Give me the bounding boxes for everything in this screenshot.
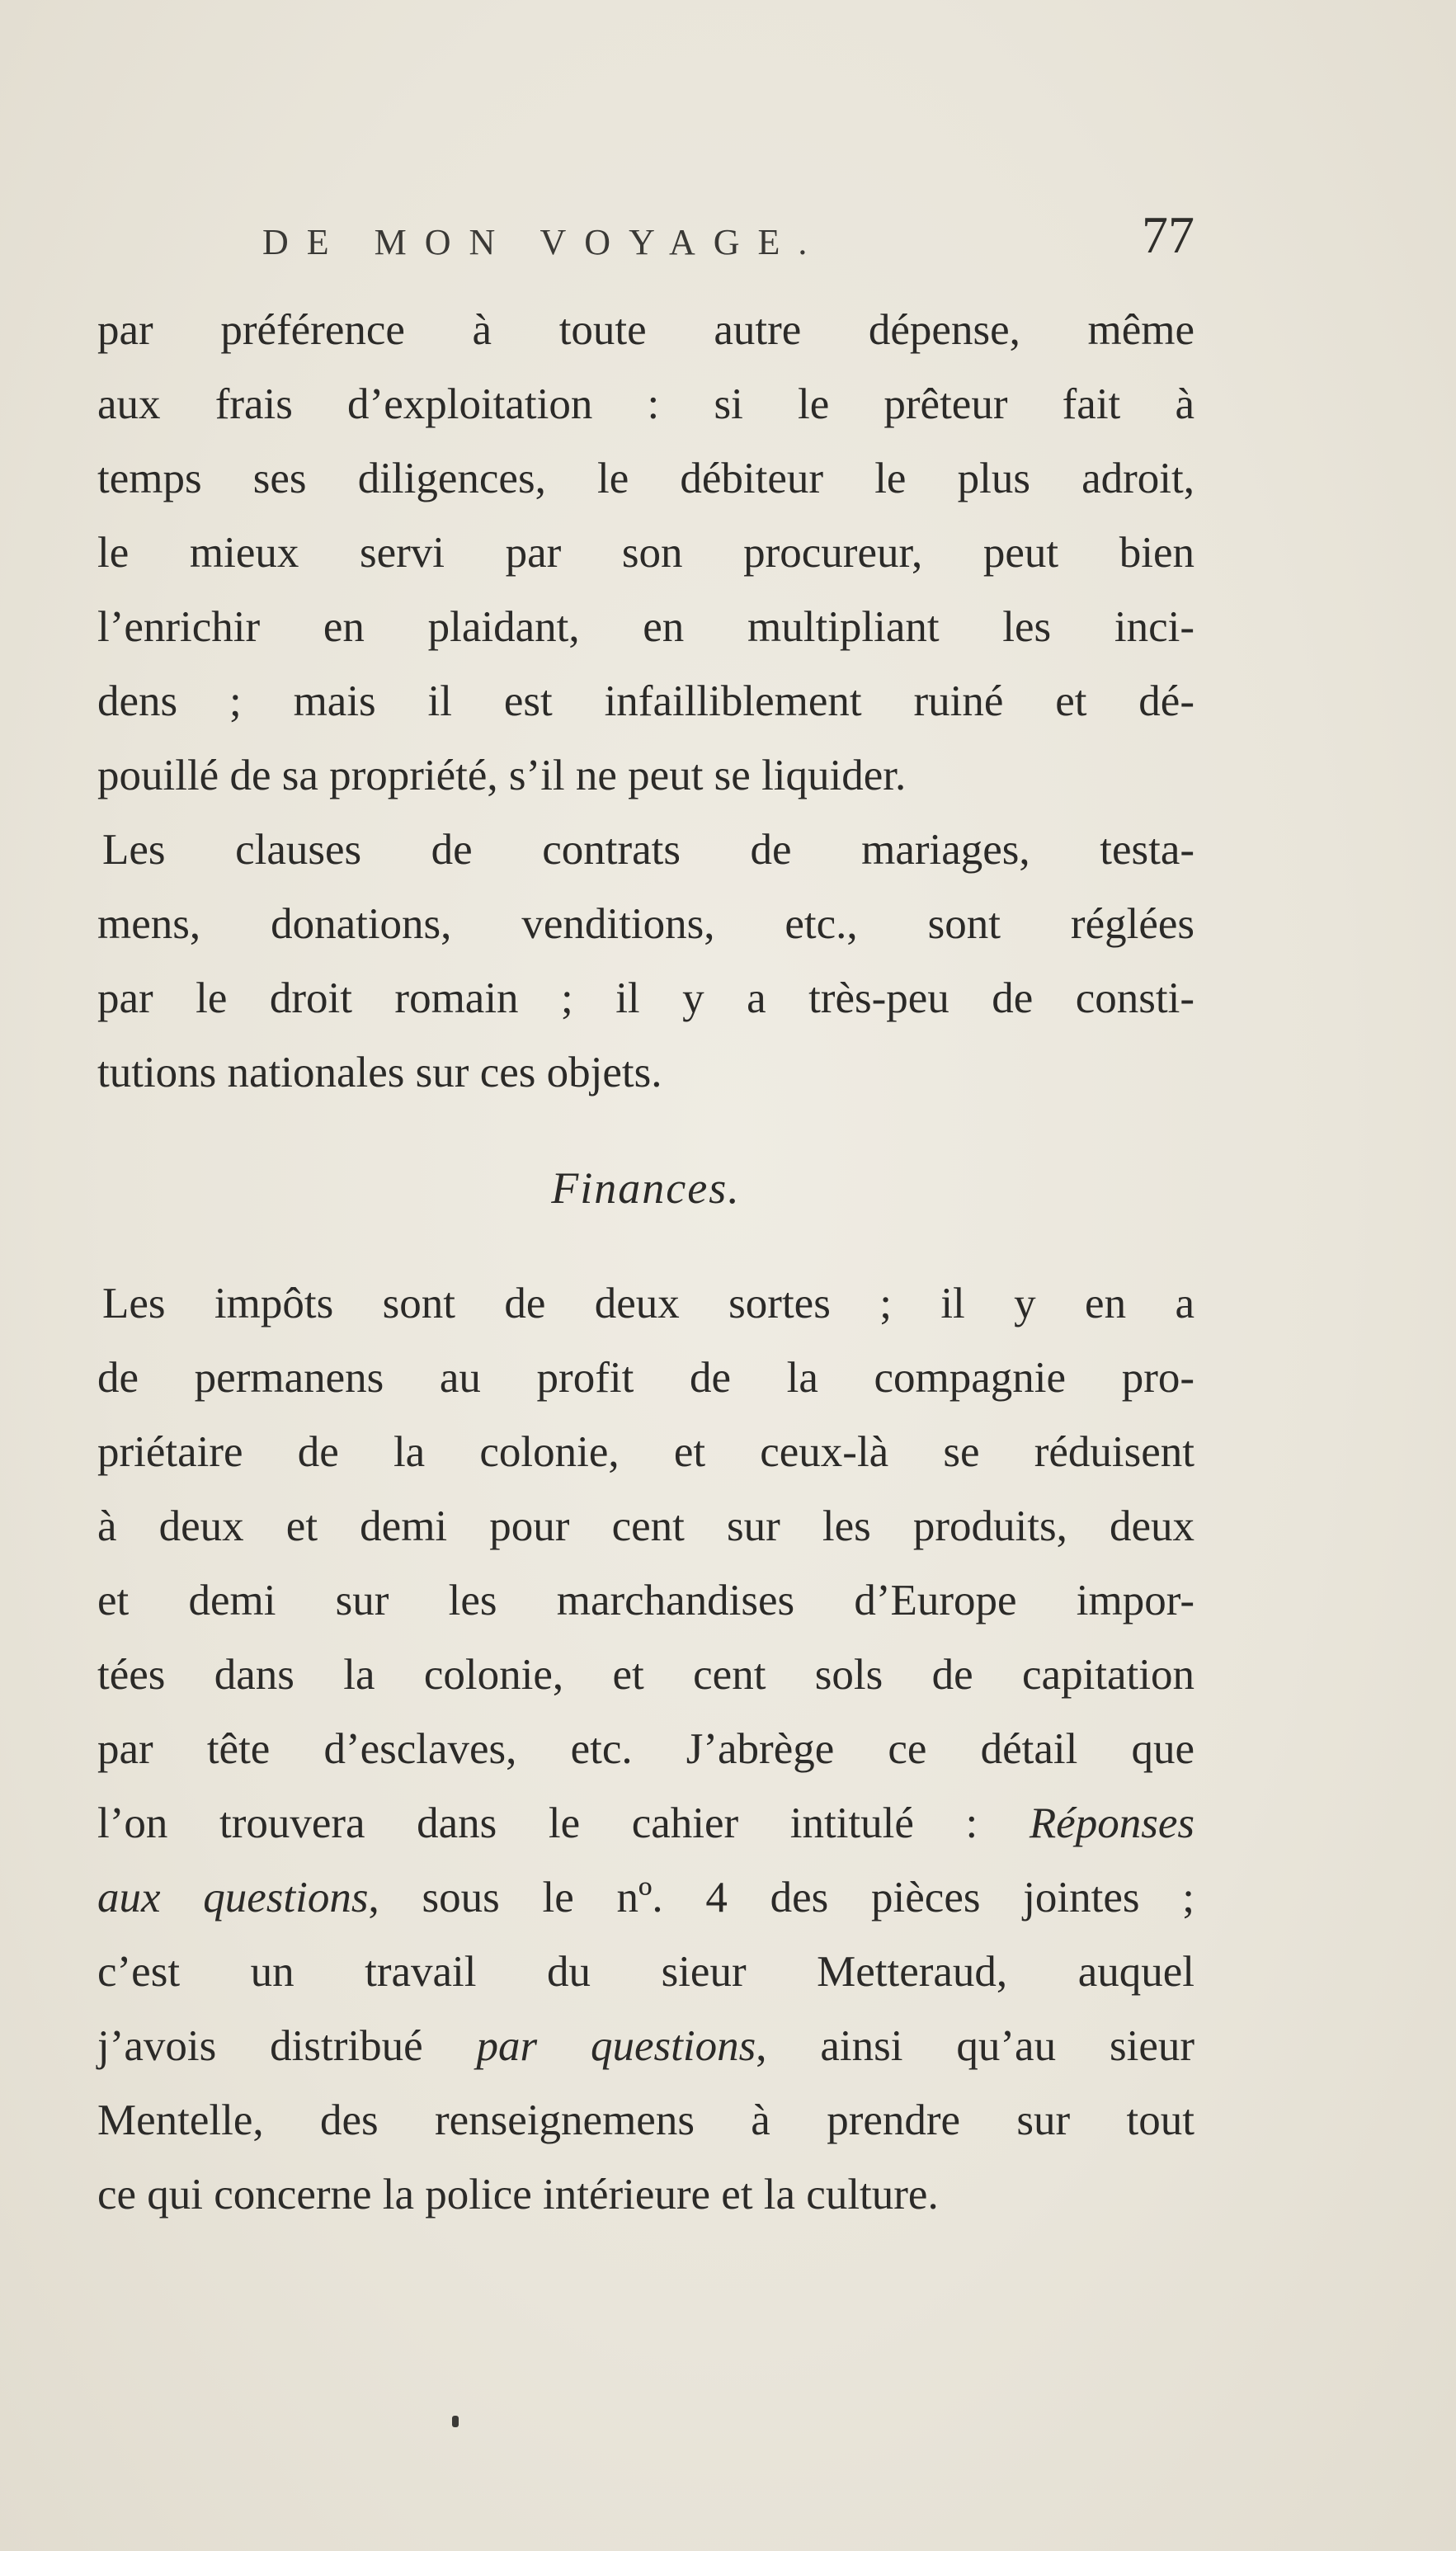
text-line: l’enrichir en plaidant, en multipliant les inci- [97, 603, 1194, 651]
text-run: l’on trouvera dans le cahier intitulé : [97, 1799, 1030, 1847]
running-title: DE MON VOYAGE. [262, 222, 826, 262]
paragraph-clauses [97, 813, 1194, 1110]
italic-phrase: par questions [476, 2022, 756, 2070]
text-run: j’avois distribué [97, 2022, 477, 2070]
text-line: à deux et demi pour cent sur les produits, deux [97, 1502, 1194, 1550]
text-line: temps ses diligences, le débiteur le plus adroit, [97, 455, 1194, 502]
text-line [97, 1786, 1194, 1860]
text-line: aux frais d’exploitation : si le prêteur fait à [97, 380, 1194, 428]
text-line: Mentelle, des renseignemens à prendre sur tout [97, 2096, 1194, 2144]
page-number: 77 [1142, 205, 1194, 264]
text-line: Les clauses de contrats de mariages, testa- [102, 826, 1194, 874]
text-line: tées dans la colonie, et cent sols de capitation [97, 1651, 1194, 1699]
text-line [97, 2009, 1194, 2083]
paragraph-contract-law [97, 293, 1194, 813]
ink-speck [452, 2416, 459, 2427]
text-line: par le droit romain ; il y a très-peu de consti- [97, 974, 1194, 1022]
text-line: Les impôts sont de deux sortes ; il y en a [102, 1280, 1194, 1327]
text-run: , sous le nº. 4 des pièces jointes ; [368, 1874, 1194, 1922]
text-line: mens, donations, venditions, etc., sont réglées [97, 900, 1194, 948]
text-run: , ainsi qu’au sieur [756, 2022, 1194, 2070]
text-line: tutions nationales sur ces objets. [97, 1049, 662, 1096]
text-line: priétaire de la colonie, et ceux-là se réduisent [97, 1428, 1194, 1476]
text-line: pouillé de sa propriété, s’il ne peut se liquider. [97, 752, 907, 799]
section-heading: Finances. [551, 1163, 741, 1213]
text-line: c’est un travail du sieur Metteraud, auquel [97, 1948, 1194, 1996]
text-line: et demi sur les marchandises d’Europe impor- [97, 1577, 1194, 1624]
running-head [97, 205, 1194, 279]
text-line [97, 1860, 1194, 1935]
text-line: ce qui concerne la police intérieure et la culture. [97, 2171, 939, 2219]
body-text [97, 293, 1194, 2232]
italic-title: aux questions [97, 1874, 369, 1922]
paragraph-taxes [97, 1266, 1194, 2232]
text-line: de permanens au profit de la compagnie pro- [97, 1354, 1194, 1402]
text-line: par tête d’esclaves, etc. J’abrège ce détail que [97, 1725, 1194, 1773]
italic-title: Réponses [1029, 1799, 1194, 1847]
text-line: le mieux servi par son procureur, peut bien [97, 529, 1194, 577]
text-line: par préférence à toute autre dépense, même [97, 306, 1194, 354]
text-line: dens ; mais il est infailliblement ruiné et dé- [97, 677, 1194, 725]
